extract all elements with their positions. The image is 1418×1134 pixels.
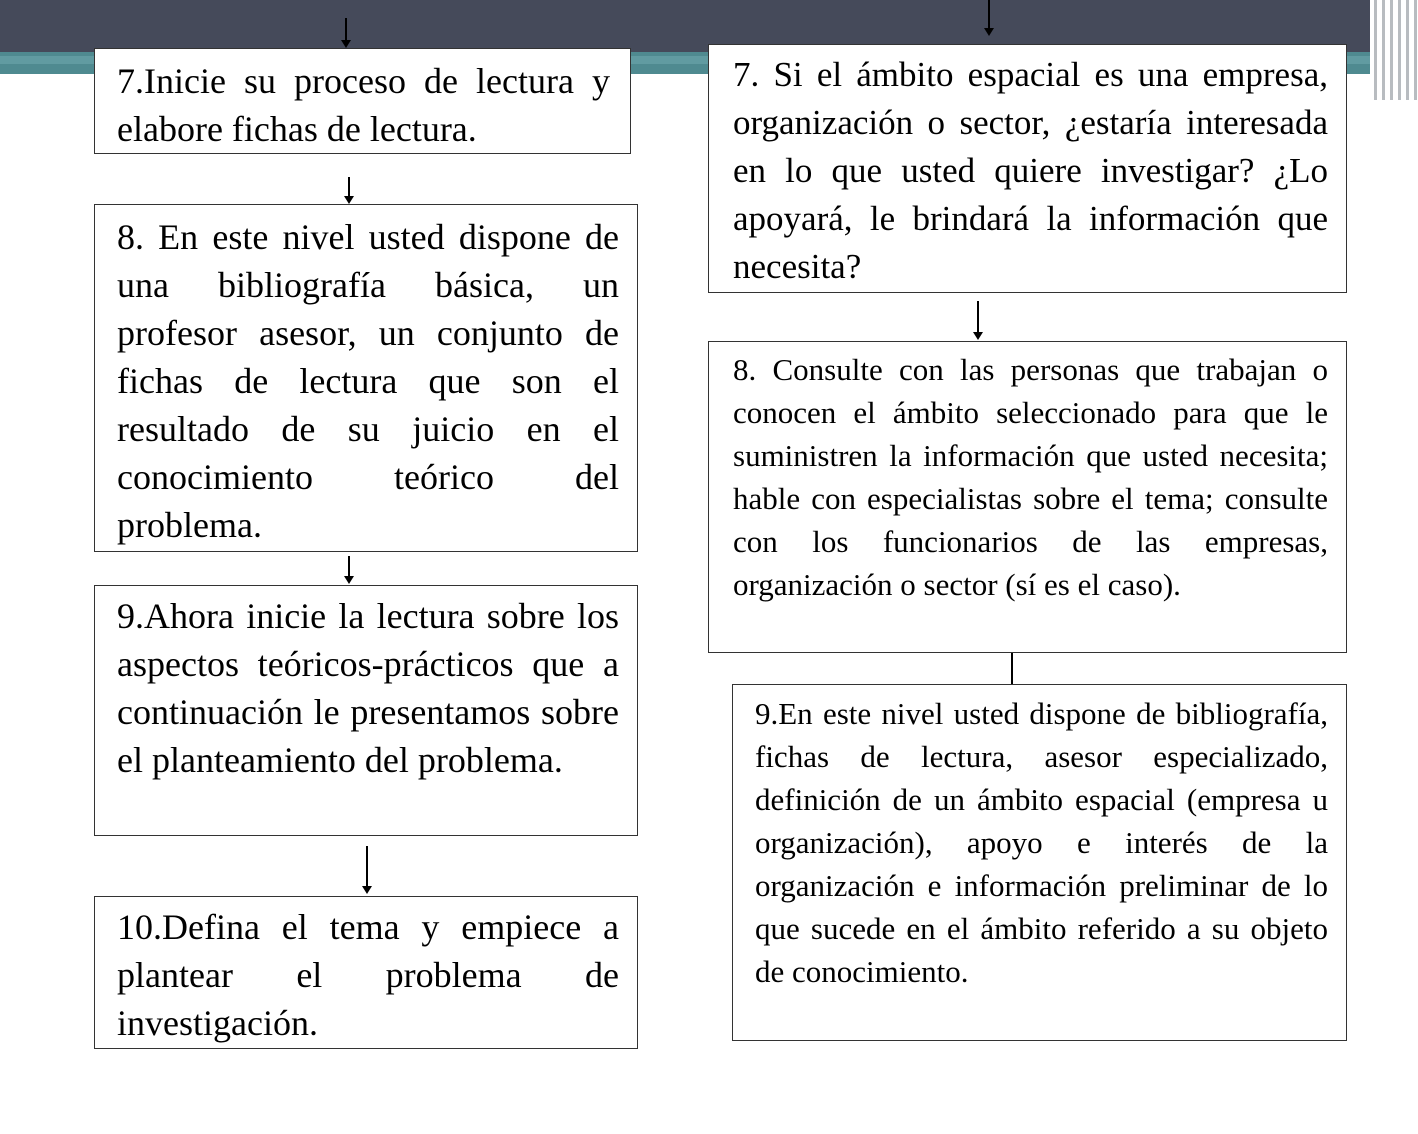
left-step-9-box	[94, 585, 638, 836]
arrow-into-right-step7	[988, 0, 990, 34]
left-step-10-box	[94, 896, 638, 1049]
left-step-7-box	[94, 48, 631, 154]
right-step-8-text: 8. Consulte con las personas que trabajan o conocen el ámbito seleccionado para que le suministren la información que usted necesita; hable con especialistas sobre el tema; consulte con los funcionarios de las empresas, organización o sector (sí es el caso).	[733, 352, 1328, 602]
arrow-into-left-step7	[345, 18, 347, 46]
right-step-9-text: 9.En este nivel usted dispone de bibliografía, fichas de lectura, asesor especializado, definición de un ámbito espacial (empresa u organización), apoyo e interés de la organización e información preliminar de lo que sucede en el ámbito referido a su objeto de conocimiento.	[755, 696, 1328, 989]
left-step-9-text: 9.Ahora inicie la lectura sobre los aspectos teóricos-prácticos que a continuación le presentamos sobre el planteamiento del problema.	[117, 596, 619, 780]
arrow-left-8-to-9	[348, 556, 350, 582]
left-step-8-text: 8. En este nivel usted dispone de una bibliografía básica, un profesor asesor, un conjunto de fichas de lectura que son el resultado de su juicio en el conocimiento teórico del problema.	[117, 217, 619, 545]
left-step-8-box	[94, 204, 638, 552]
right-step-9-box	[732, 684, 1347, 1041]
arrow-left-7-to-8	[348, 177, 350, 202]
right-step-7-text: 7. Si el ámbito espacial es una empresa, organización o sector, ¿estaría interesada en lo que usted quiere investigar? ¿Lo apoyará, le brindará la información que necesita?	[733, 55, 1328, 286]
corner-decoration	[1370, 0, 1418, 100]
right-step-8-box	[708, 341, 1347, 653]
arrow-left-9-to-10	[366, 846, 368, 892]
arrow-right-7-to-8	[977, 301, 979, 338]
right-step-7-box	[708, 44, 1347, 293]
left-step-10-text: 10.Defina el tema y empiece a plantear el problema de investigación.	[117, 907, 619, 1043]
left-step-7-text: 7.Inicie su proceso de lectura y elabore fichas de lectura.	[117, 61, 610, 149]
